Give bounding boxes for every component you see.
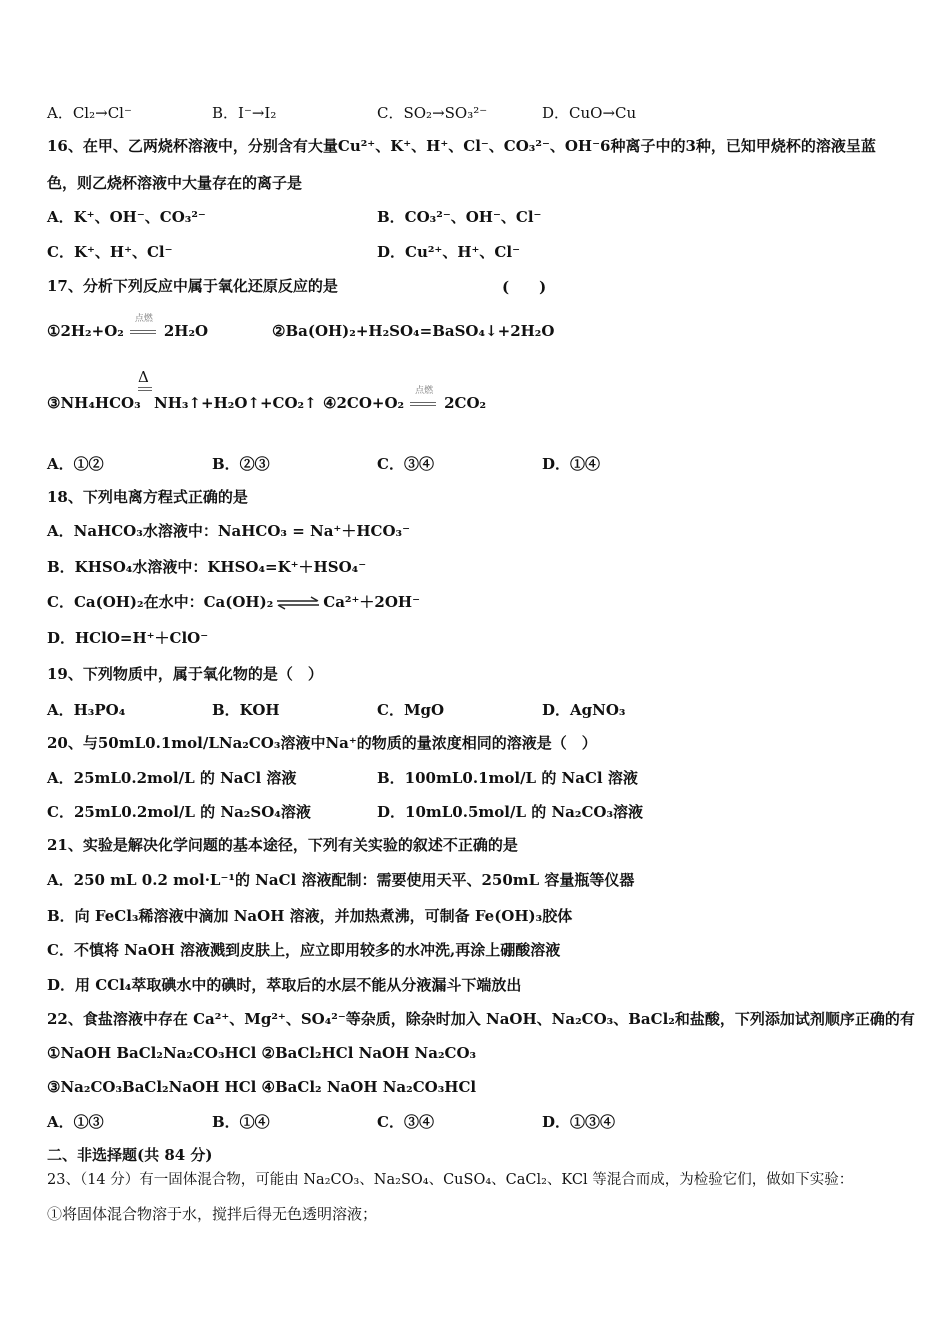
q20-stem: 20、与50mL0.1mol/LNa₂CO₃溶液中Na⁺的物质的量浓度相同的溶液是（ ） [47,734,597,752]
q17-option-c: C．③④ [377,455,434,473]
q16-stem-line1: 16、在甲、乙两烧杯溶液中，分别含有大量Cu²⁺、K⁺、H⁺、Cl⁻、CO₃²⁻、OH⁻6种离子中的3种，已知甲烧杯的溶液呈蓝 [47,137,876,155]
equilibrium-arrow-icon [275,596,321,610]
q21-option-c: C．不慎将 NaOH 溶液溅到皮肤上，应立即用较多的水冲洗,再涂上硼酸溶液 [47,941,561,959]
q20-option-d: D．10mL0.5mol/L 的 Na₂CO₃溶液 [377,803,644,821]
q21-option-d: D．用 CCl₄萃取碘水中的碘时，萃取后的水层不能从分液漏斗下端放出 [47,976,522,994]
q17-reaction-2: ②Ba(OH)₂+H₂SO₄=BaSO₄↓+2H₂O [272,322,555,340]
q22-option-c: C．③④ [377,1113,434,1131]
heat-condition: Δ [138,368,149,386]
q17-reaction-4 [323,386,487,412]
ignite-condition [128,314,160,339]
q21-stem: 21、实验是解决化学问题的基本途径，下列有关实验的叙述不正确的是 [47,836,518,854]
q21-option-a: A．250 mL 0.2 mol·L⁻¹的 NaCl 溶液配制：需要使用天平、250mL 容量瓶等仪器 [47,871,635,889]
q17-option-b: B．②③ [212,455,270,473]
q17-reaction-1 [47,314,209,340]
q18-option-b: B．KHSO₄水溶液中：KHSO₄=K⁺＋HSO₄⁻ [47,558,367,576]
reaction-1-left: ①2H₂+O₂ [47,322,124,340]
q16-option-c: C．K⁺、H⁺、Cl⁻ [47,243,173,261]
q18-c-right: Ca²⁺＋2OH⁻ [323,593,421,611]
q19-option-a: A．H₃PO₄ [47,701,126,719]
q15-option-b: B．I⁻→I₂ [212,104,277,122]
q16-option-a: A．K⁺、OH⁻、CO₃²⁻ [47,208,206,226]
ignite-label-2: 点燃 [415,386,434,396]
ignite-condition-2 [408,386,440,411]
q19-stem: 19、下列物质中，属于氧化物的是（ ） [47,665,323,683]
q15-option-d: D．CuO→Cu [542,104,637,122]
q22-option-d: D．①③④ [542,1113,616,1131]
q19-option-b: B．KOH [212,701,280,719]
q20-option-c: C．25mL0.2mol/L 的 Na₂SO₄溶液 [47,803,311,821]
ignite-label: 点燃 [134,314,153,324]
q17-reaction-3-left: ③NH₄HCO₃ [47,394,141,412]
q22-orders-2: ③Na₂CO₃BaCl₂NaOH HCl ④BaCl₂ NaOH Na₂CO₃HCl [47,1078,477,1096]
q16-option-d: D．Cu²⁺、H⁺、Cl⁻ [377,243,520,261]
q17-reaction-3-right: NH₃↑+H₂O↑+CO₂↑ [154,394,317,412]
q20-option-b: B．100mL0.1mol/L 的 NaCl 溶液 [377,769,638,787]
q16-option-b: B．CO₃²⁻、OH⁻、Cl⁻ [377,208,542,226]
q17-option-a: A．①② [47,455,104,473]
q22-option-a: A．①③ [47,1113,104,1131]
section-heading: 二、非选择题(共 84 分) [47,1146,213,1164]
heat-equals-sign [138,387,152,393]
q16-stem-line2: 色，则乙烧杯溶液中大量存在的离子是 [47,174,303,192]
q20-option-a: A．25mL0.2mol/L 的 NaCl 溶液 [47,769,297,787]
reaction-1-right: 2H₂O [163,322,209,340]
q18-option-a: A．NaHCO₃水溶液中：NaHCO₃ = Na⁺＋HCO₃⁻ [47,522,411,540]
q22-option-b: B．①④ [212,1113,270,1131]
q21-option-b: B．向 FeCl₃稀溶液中滴加 NaOH 溶液，并加热煮沸，可制备 Fe(OH)₃胶体 [47,907,573,925]
q15-option-a: A．Cl₂→Cl⁻ [47,104,132,122]
q19-option-c: C．MgO [377,701,445,719]
q19-option-d: D．AgNO₃ [542,701,626,719]
reaction-4-left: ④2CO+O₂ [323,394,405,412]
q23-stem: 23、（14 分）有一固体混合物，可能由 Na₂CO₃、Na₂SO₄、CuSO₄、CaCl₂、KCl 等混合而成，为检验它们，做如下实验： [47,1172,854,1188]
q15-option-c: C．SO₂→SO₃²⁻ [377,104,488,122]
q17-option-d: D．①④ [542,455,601,473]
q22-orders-1: ①NaOH BaCl₂Na₂CO₃HCl ②BaCl₂HCl NaOH Na₂CO₃ [47,1044,477,1062]
q18-stem: 18、下列电离方程式正确的是 [47,488,248,506]
q17-stem: 17、分析下列反应中属于氧化还原反应的是 [47,277,338,295]
q18-c-left: C．Ca(OH)₂在水中：Ca(OH)₂ [47,593,274,611]
q18-option-c [47,592,420,612]
q17-answer-paren: ( ) [502,278,547,296]
q23-step-1: ①将固体混合物溶于水，搅拌后得无色透明溶液； [47,1205,378,1223]
reaction-4-right: 2CO₂ [444,394,487,412]
q18-option-d: D．HClO=H⁺＋ClO⁻ [47,629,209,647]
q22-stem: 22、食盐溶液中存在 Ca²⁺、Mg²⁺、SO₄²⁻等杂质，除杂时加入 NaOH、Na₂CO₃、BaCl₂和盐酸，下列添加试剂顺序正确的有 [47,1010,915,1028]
